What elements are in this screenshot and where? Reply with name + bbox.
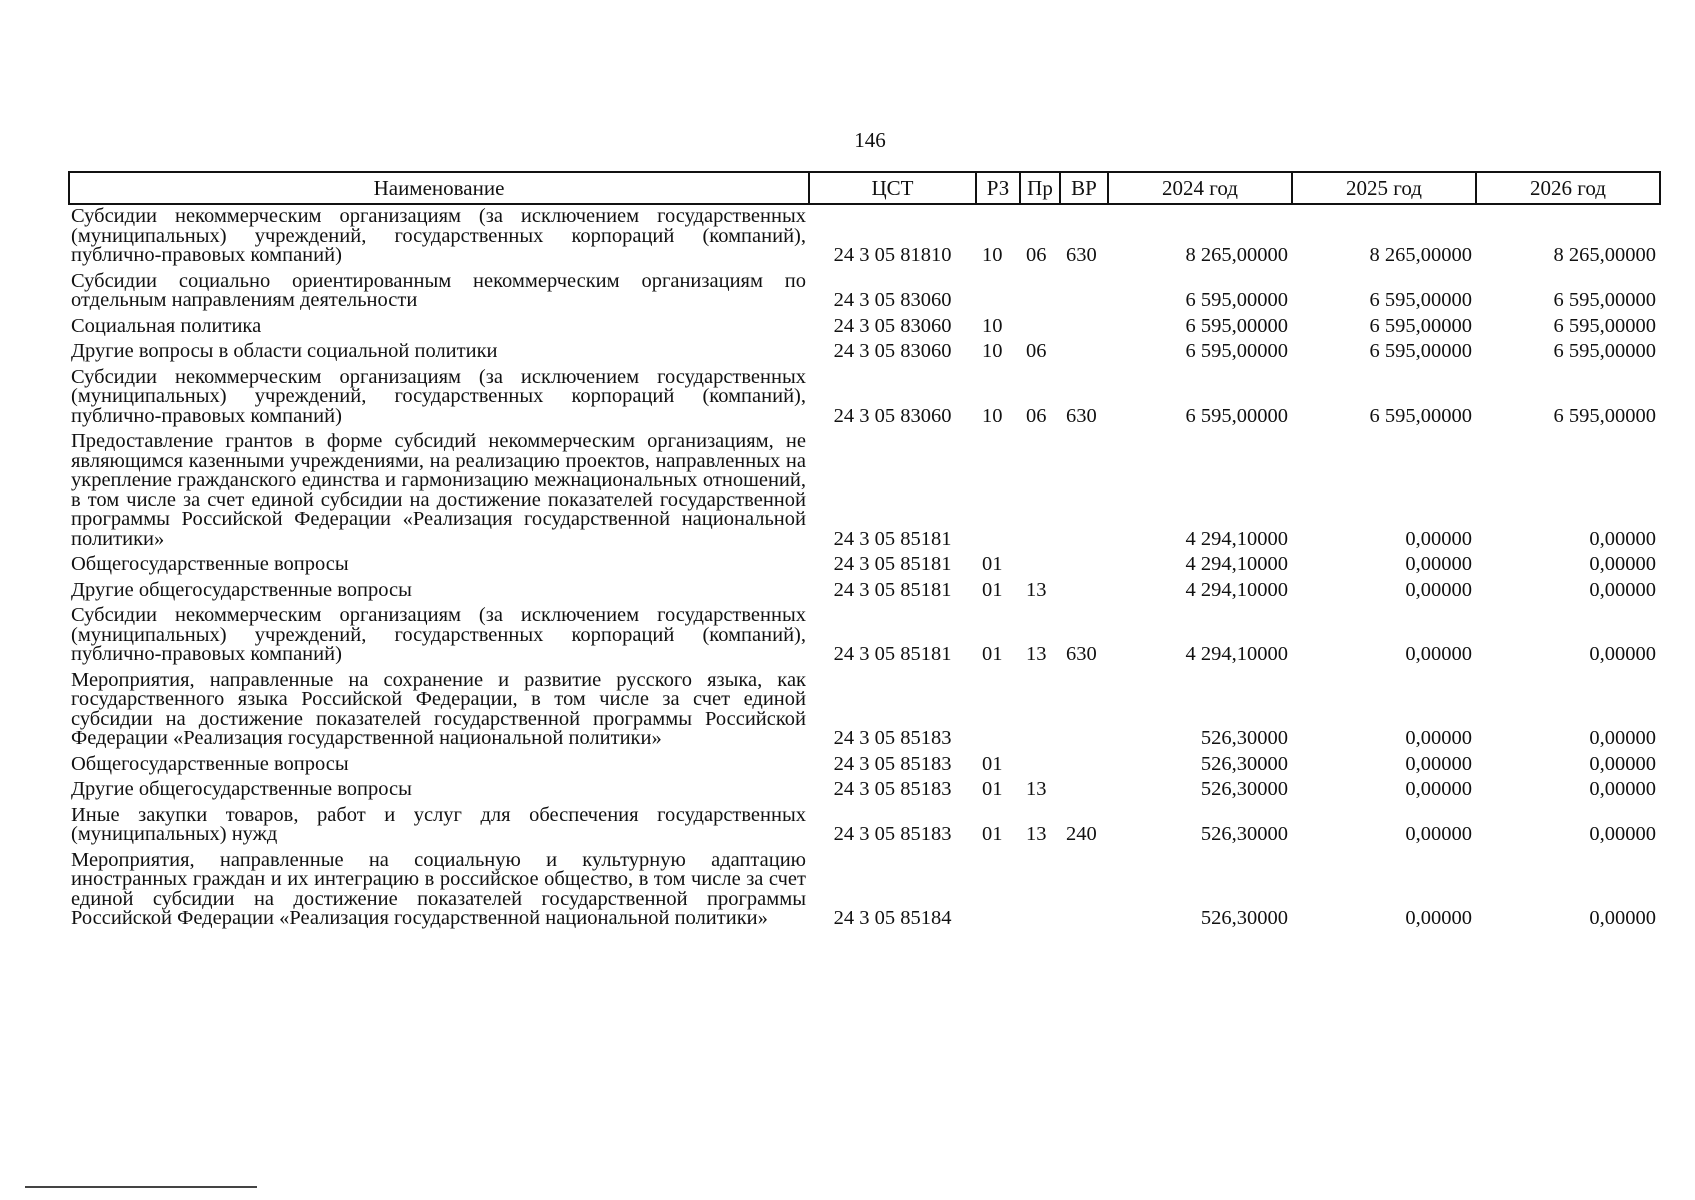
- cell-pr: 06: [1026, 244, 1047, 266]
- cell-name: Иные закупки товаров, работ и услуг для обеспечения государственных (муниципальных) нужд: [71, 803, 806, 845]
- table-row: [69, 338, 1660, 364]
- table-row: [69, 313, 1660, 339]
- cell-rz: 01: [982, 553, 1003, 575]
- cell-cst: 24 3 05 85181: [833, 578, 952, 601]
- cell-pr: 13: [1026, 643, 1047, 665]
- cell-pr: [1020, 268, 1060, 313]
- cell-vr: [1060, 551, 1108, 577]
- cell-pr: [1020, 428, 1060, 551]
- cell-2025: 0,00000: [1405, 823, 1472, 845]
- cell-vr: [1060, 751, 1108, 777]
- header-name: Наименование: [69, 172, 809, 204]
- cell-name: Общегосударственные вопросы: [71, 553, 349, 575]
- cell-pr: 06: [1026, 340, 1047, 362]
- cell-rz: [976, 667, 1020, 751]
- header-2025: 2025 год: [1292, 172, 1476, 204]
- cell-2024: 526,30000: [1200, 778, 1288, 800]
- header-cst: ЦСТ: [809, 172, 976, 204]
- cell-2026: 0,00000: [1589, 553, 1656, 575]
- cell-rz: 10: [982, 340, 1003, 362]
- cell-2026: 6 595,00000: [1553, 314, 1656, 337]
- cell-cst: 24 3 05 85181: [833, 643, 952, 665]
- cell-2024: 526,30000: [1200, 752, 1288, 775]
- cell-2025: 0,00000: [1405, 527, 1472, 550]
- table-row: [69, 847, 1660, 931]
- cell-cst: 24 3 05 85181: [833, 553, 952, 575]
- cell-name: Другие вопросы в области социальной политики: [71, 340, 498, 362]
- table-row: [69, 667, 1660, 751]
- table-row: [69, 364, 1660, 429]
- cell-name: Мероприятия, направленные на социальную и культурную адаптацию иностранных граждан и их интеграцию в российское общество, в том числе за счет единой субсидии на достижение показателей государственной программы Российской Федерации «Реализация государственной национальной политики»: [71, 848, 806, 929]
- cell-name: Другие общегосударственные вопросы: [71, 778, 412, 800]
- cell-2024: 4 294,10000: [1185, 553, 1288, 575]
- cell-rz: 01: [982, 643, 1003, 665]
- cell-vr: [1060, 428, 1108, 551]
- cell-2025: 6 595,00000: [1369, 404, 1472, 427]
- table-row: [69, 551, 1660, 577]
- cell-vr: 630: [1066, 643, 1097, 665]
- cell-2024: 526,30000: [1200, 823, 1288, 845]
- cell-2026: 0,00000: [1589, 907, 1656, 929]
- table-row: [69, 751, 1660, 777]
- header-2024: 2024 год: [1108, 172, 1292, 204]
- cell-2026: 0,00000: [1589, 823, 1656, 845]
- cell-2025: 8 265,00000: [1369, 244, 1472, 266]
- cell-rz: 10: [982, 404, 1003, 427]
- table-row: [69, 268, 1660, 313]
- cell-rz: [976, 847, 1020, 931]
- cell-cst: 24 3 05 81810: [833, 244, 952, 266]
- cell-vr: [1060, 313, 1108, 339]
- header-vr: ВР: [1060, 172, 1108, 204]
- cell-2026: 8 265,00000: [1553, 244, 1656, 266]
- cell-2025: 0,00000: [1405, 752, 1472, 775]
- cell-pr: [1020, 751, 1060, 777]
- cell-rz: 01: [982, 778, 1003, 800]
- cell-2026: 0,00000: [1589, 727, 1656, 749]
- cell-2024: 4 294,10000: [1185, 527, 1288, 550]
- cell-pr: [1020, 551, 1060, 577]
- cell-2026: 0,00000: [1589, 527, 1656, 550]
- cell-cst: 24 3 05 83060: [833, 289, 952, 311]
- cell-2025: 6 595,00000: [1369, 340, 1472, 362]
- cell-cst: 24 3 05 85183: [833, 727, 952, 749]
- table-row: [69, 602, 1660, 667]
- cell-cst: 24 3 05 83060: [833, 340, 952, 362]
- cell-pr: [1020, 313, 1060, 339]
- cell-rz: 10: [982, 244, 1003, 266]
- cell-rz: 01: [982, 752, 1003, 775]
- cell-vr: [1060, 667, 1108, 751]
- cell-2026: 6 595,00000: [1553, 404, 1656, 427]
- cell-2026: 0,00000: [1589, 578, 1656, 601]
- cell-pr: [1020, 847, 1060, 931]
- cell-name: Субсидии социально ориентированным некоммерческим организациям по отдельным направлениям деятельности: [71, 269, 806, 311]
- budget-table: [68, 171, 1661, 931]
- table-header: [69, 172, 1660, 204]
- cell-2026: 6 595,00000: [1553, 289, 1656, 311]
- table-row: [69, 577, 1660, 603]
- cell-2024: 6 595,00000: [1185, 404, 1288, 427]
- cell-cst: 24 3 05 85181: [833, 527, 952, 550]
- cell-2025: 0,00000: [1405, 778, 1472, 800]
- cell-2024: 526,30000: [1200, 907, 1288, 929]
- cell-2025: 0,00000: [1405, 727, 1472, 749]
- table-row: [69, 428, 1660, 551]
- cell-name: Субсидии некоммерческим организациям (за исключением государственных (муниципальных) учреждений, государственных корпораций (компаний), публично-правовых компаний): [71, 604, 806, 665]
- cell-cst: 24 3 05 83060: [833, 314, 952, 337]
- cell-2024: 8 265,00000: [1185, 244, 1288, 266]
- cell-2026: 6 595,00000: [1553, 340, 1656, 362]
- cell-2025: 0,00000: [1405, 907, 1472, 929]
- cell-vr: [1060, 577, 1108, 603]
- cell-name: Субсидии некоммерческим организациям (за исключением государственных (муниципальных) учреждений, государственных корпораций (компаний), публично-правовых компаний): [71, 365, 806, 427]
- cell-vr: 240: [1066, 823, 1097, 845]
- table-row: [69, 204, 1660, 268]
- header-row: [69, 172, 1660, 204]
- cell-2024: 6 595,00000: [1185, 340, 1288, 362]
- cell-rz: 10: [982, 314, 1003, 337]
- cell-rz: [976, 268, 1020, 313]
- cell-vr: [1060, 268, 1108, 313]
- cell-name: Социальная политика: [71, 314, 262, 337]
- cell-pr: [1020, 667, 1060, 751]
- cell-vr: [1060, 338, 1108, 364]
- cell-name: Субсидии некоммерческим организациям (за исключением государственных (муниципальных) учреждений, государственных корпораций (компаний), публично-правовых компаний): [71, 205, 806, 266]
- table-row: [69, 802, 1660, 847]
- page-number: 146: [854, 128, 886, 152]
- cell-vr: 630: [1066, 404, 1097, 427]
- cell-pr: 13: [1026, 823, 1047, 845]
- cell-2026: 0,00000: [1589, 778, 1656, 800]
- cell-2024: 526,30000: [1200, 727, 1288, 749]
- cell-cst: 24 3 05 85183: [833, 823, 952, 845]
- cell-name: Общегосударственные вопросы: [71, 752, 349, 775]
- cell-cst: 24 3 05 85183: [833, 778, 952, 800]
- cell-2025: 6 595,00000: [1369, 314, 1472, 337]
- cell-cst: 24 3 05 83060: [833, 404, 952, 427]
- cell-2025: 0,00000: [1405, 578, 1472, 601]
- cell-rz: 01: [982, 823, 1003, 845]
- cell-2025: 6 595,00000: [1369, 289, 1472, 311]
- cell-name: Предоставление грантов в форме субсидий некоммерческим организациям, не являющимся казенными учреждениями, на реализацию проектов, направленных на укрепление гражданского единства и гармонизацию межнациональных отношений, в том числе за счет единой субсидии на достижение показателей государственной программы Российской Федерации «Реализация государственной национальной политики»: [71, 430, 806, 550]
- cell-2025: 0,00000: [1405, 553, 1472, 575]
- cell-cst: 24 3 05 85184: [833, 907, 952, 929]
- cell-pr: 13: [1026, 778, 1047, 800]
- cell-2025: 0,00000: [1405, 643, 1472, 665]
- cell-pr: 13: [1026, 578, 1047, 601]
- cell-rz: 01: [982, 578, 1003, 601]
- table-body: [69, 204, 1660, 931]
- cell-name: Мероприятия, направленные на сохранение и развитие русского языка, как государственного языка Российской Федерации, в том числе за счет единой субсидии на достижение показателей государственной программы Российской Федерации «Реализация государственной национальной политики»: [71, 668, 806, 749]
- cell-2024: 4 294,10000: [1185, 643, 1288, 665]
- cell-name: Другие общегосударственные вопросы: [71, 578, 412, 601]
- table-row: [69, 776, 1660, 802]
- cell-2024: 4 294,10000: [1185, 578, 1288, 601]
- cell-vr: [1060, 847, 1108, 931]
- cell-vr: [1060, 776, 1108, 802]
- cell-2024: 6 595,00000: [1185, 314, 1288, 337]
- cell-cst: 24 3 05 85183: [833, 752, 952, 775]
- header-pr: Пр: [1020, 172, 1060, 204]
- cell-vr: 630: [1066, 244, 1097, 266]
- header-2026: 2026 год: [1476, 172, 1660, 204]
- cell-2026: 0,00000: [1589, 643, 1656, 665]
- budget-table-container: [68, 171, 1660, 931]
- cell-2026: 0,00000: [1589, 752, 1656, 775]
- cell-pr: 06: [1026, 404, 1047, 427]
- footer-divider: [25, 1186, 257, 1188]
- cell-rz: [976, 428, 1020, 551]
- cell-2024: 6 595,00000: [1185, 289, 1288, 311]
- header-rz: РЗ: [976, 172, 1020, 204]
